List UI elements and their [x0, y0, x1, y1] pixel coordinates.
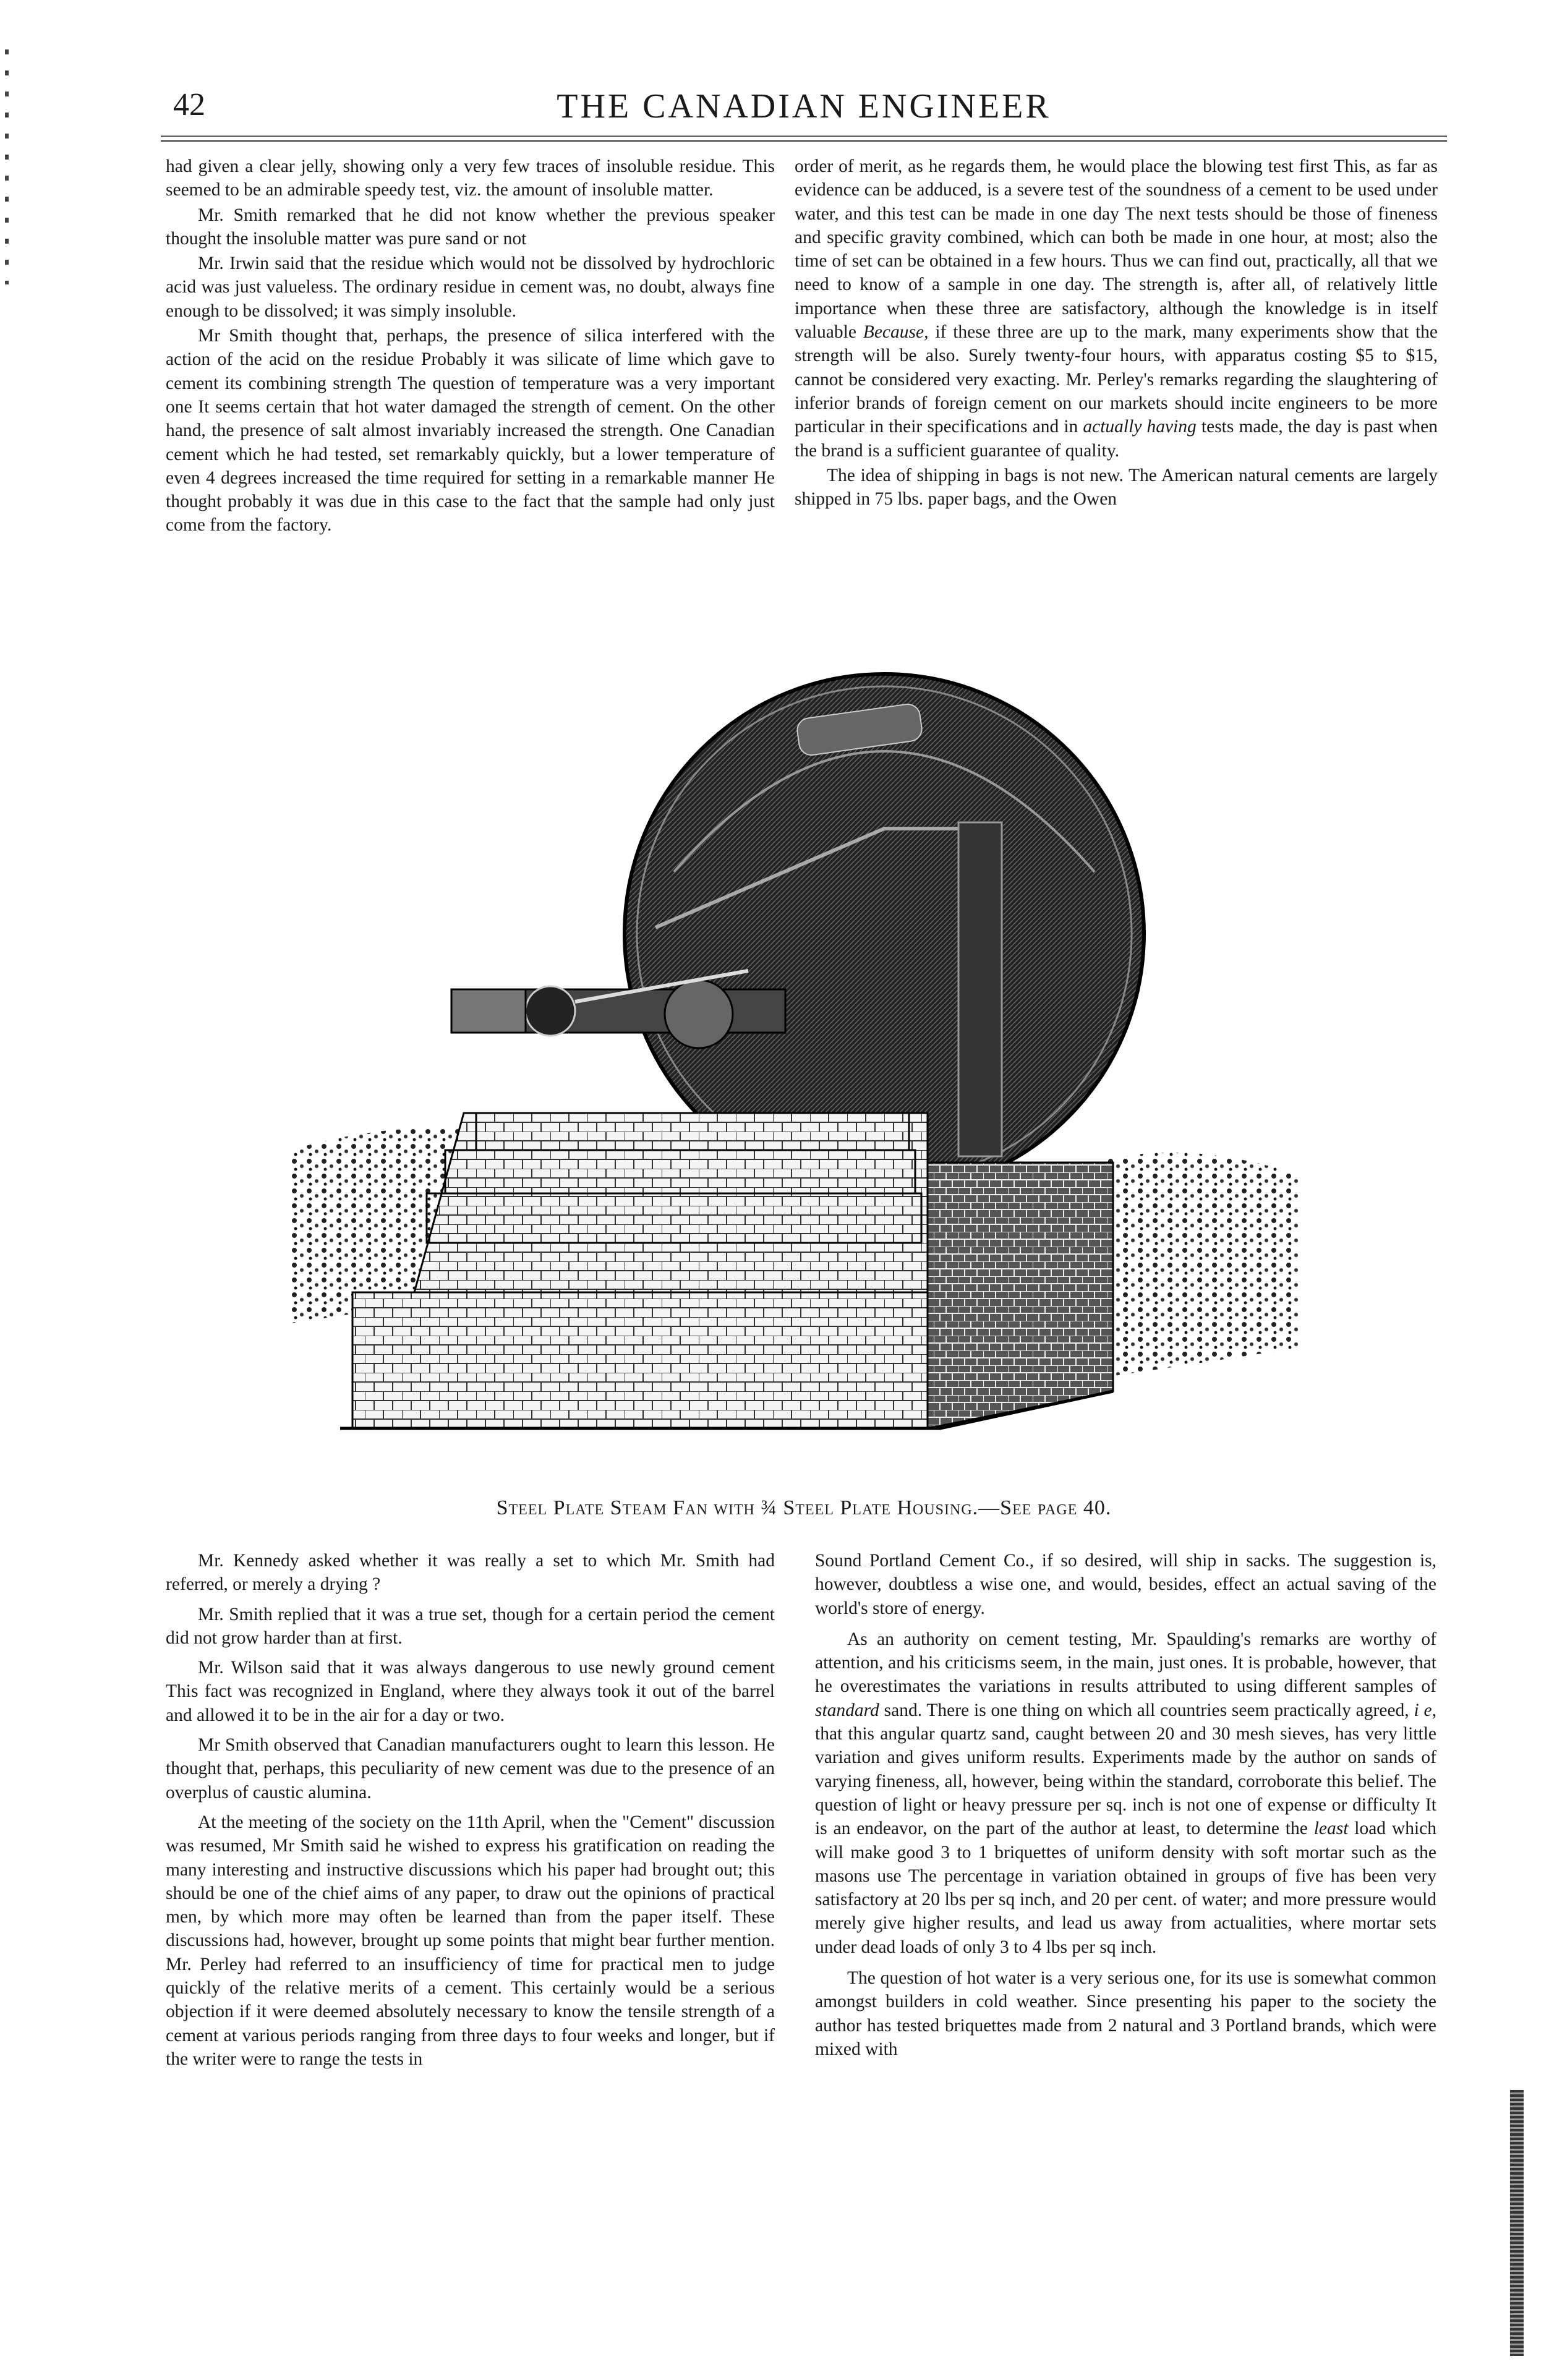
paragraph: had given a clear jelly, showing only a very few traces of insoluble residue. This seemed to be an admirable speedy test, viz. the amount of insoluble matter. — [166, 156, 775, 200]
top-right-column — [795, 155, 1438, 512]
paragraph: Mr. Irwin said that the residue which would not be dissolved by hydrochloric acid was just valueless. The ordinary residue in cement was, no doubt, always fine enough to be dissolved; it was simply insoluble. — [166, 254, 775, 321]
paragraph: Mr Smith observed that Canadian manufacturers ought to learn this lesson. He thought that, perhaps, this peculiarity of new cement was due to the presence of an overplus of caustic alumina. — [166, 1735, 775, 1802]
paragraph — [815, 1627, 1436, 1959]
italic-text: least — [1313, 1819, 1349, 1839]
journal-title: THE CANADIAN ENGINEER — [557, 87, 1051, 126]
header-rule — [161, 135, 1447, 142]
paragraph: The question of hot water is a very serious one, for its use is somewhat common amongst builders in cold weather. Since presenting his paper to the society the author has tested briquettes made from 2 natural and 3 Portland brands, which were mixed with — [815, 1968, 1436, 2059]
paragraph: Mr Smith thought that, perhaps, the presence of silica interfered with the action of the acid on the residue Probably it was silicate of lime which gave to cement its combining strength The question of temperature was a very important one It seems certain that hot water damaged the strength of cement. On the other hand, the presence of salt almost invariably increased the strength. One Canadian cement which he had tested, set remarkably quickly, but a lower temperature of even 4 degrees increased the time required for setting in a remarkable manner He thought probably it was due in this case to the fact that the sample had only just come from the factory. — [166, 326, 775, 535]
page-number: 42 — [173, 87, 205, 122]
text-run: , that this angular quartz sand, caught between 20 and 30 mesh sieves, has very little variation and gives uniform results. Experiments made by the author on sands of varying fineness, all, however, being within the standard, corroborate this belief. The question of light or heavy pressure per sq. inch is not one of expense or difficulty It is an endeavor, on the part of the author at least, to determine the — [815, 1700, 1436, 1839]
text-run: sand. There is one thing on which all countries seem practically agreed, — [879, 1700, 1414, 1720]
paragraph: At the meeting of the society on the 11th April, when the "Cement" discussion was resumed, Mr Smith said he wished to express his gratification on reading the many interesting and instructive discussions which his paper had brought out; this should be one of the chief aims of any paper, to draw out the opinions of practical men, by which more may often be learned than from the paper itself. These discussions had, however, brought up some points that might bear further mention. Mr. Perley had referred to an insufficiency of time for practical men to judge quickly of the relative merits of a cement. This certainly would be a serious objection if it were deemed absolutely necessary to know the tensile strength of a cement at various periods ranging from three days to four weeks and longer, but if the writer were to range the tests in — [166, 1812, 775, 2069]
paragraph — [795, 155, 1438, 463]
steel-plate-fan-engraving — [291, 668, 1299, 1484]
paragraph: The idea of shipping in bags is not new. The American natural cements are largely shipped in 75 lbs. paper bags, and the Owen — [795, 465, 1438, 510]
italic-text: Because, — [863, 322, 929, 343]
scan-margin-mark — [1510, 2090, 1524, 2356]
italic-text: i e — [1414, 1700, 1432, 1720]
text-run: if these three are up to the mark, many experiments show that the strength will be also. Surely twenty-four hours, with apparatus costing $5 to $15, cannot be considered very exacting. Mr. Perley's remarks regarding the slaughtering of inferior brands of foreign cement on our markets should incite engineers to be more particular in their specifications and in — [795, 322, 1438, 437]
top-left-column — [166, 155, 775, 539]
text-run: tests made, the day is past when the brand is a sufficient guarantee of quality. — [795, 417, 1438, 461]
paragraph: Sound Portland Cement Co., if so desired, will ship in sacks. The suggestion is, however, doubtless a wise one, and would, besides, effect an actual saving of the world's store of energy. — [815, 1551, 1436, 1618]
figure-caption: Steel Plate Steam Fan with ¾ Steel Plate Housing.—See page 40. — [496, 1496, 1112, 1519]
italic-text: actually having — [1083, 417, 1197, 437]
scan-margin-mark — [5, 49, 9, 284]
italic-text: standard — [815, 1700, 879, 1720]
paragraph: Mr. Kennedy asked whether it was really a set to which Mr. Smith had referred, or merely a drying ? — [166, 1551, 775, 1595]
paragraph: Mr. Smith replied that it was a true set, though for a certain period the cement did not grow harder than at first. — [166, 1604, 775, 1648]
page-header — [161, 87, 1447, 142]
text-run: As an authority on cement testing, Mr. Spaulding's remarks are worthy of attention, and his criticisms seem, in the main, just ones. It is probable, however, that he overestimates the variations in results attributed to using different samples of — [815, 1629, 1436, 1697]
bottom-left-column — [166, 1549, 775, 2077]
text-run: order of merit, as he regards them, he would place the blowing test first This, as far as evidence can be adduced, is a severe test of the soundness of a cement to be used under water, and this test can be made in one day The next tests should be those of fineness and specific gravity combined, which can both be made in one hour, at most; also the time of set can be obtained in a few hours. Thus we can find out, practically, all that we need to know of a sample in one day. The strength is, after all, of relatively little importance when these three are satisfactory, although the knowledge is in itself valuable — [795, 156, 1438, 343]
text-run: load which will make good 3 to 1 briquettes of uniform density with soft mortar such as the masons use The percentage in variation obtained in groups of five has been very satisfactory at 20 lbs per sq inch, and 20 per cent. of water; and more pressure would merely give higher results, and lead us away from actualities, where mortar sets under dead loads of only 3 to 4 lbs per sq inch. — [815, 1819, 1436, 1957]
bottom-right-column — [815, 1549, 1436, 2068]
paragraph: Mr. Smith remarked that he did not know whether the previous speaker thought the insoluble matter was pure sand or not — [166, 205, 775, 249]
fan-illustration — [291, 668, 1299, 1484]
paragraph: Mr. Wilson said that it was always dangerous to use newly ground cement This fact was recognized in England, where they always took it out of the barrel and allowed it to be in the air for a day or two. — [166, 1658, 775, 1725]
